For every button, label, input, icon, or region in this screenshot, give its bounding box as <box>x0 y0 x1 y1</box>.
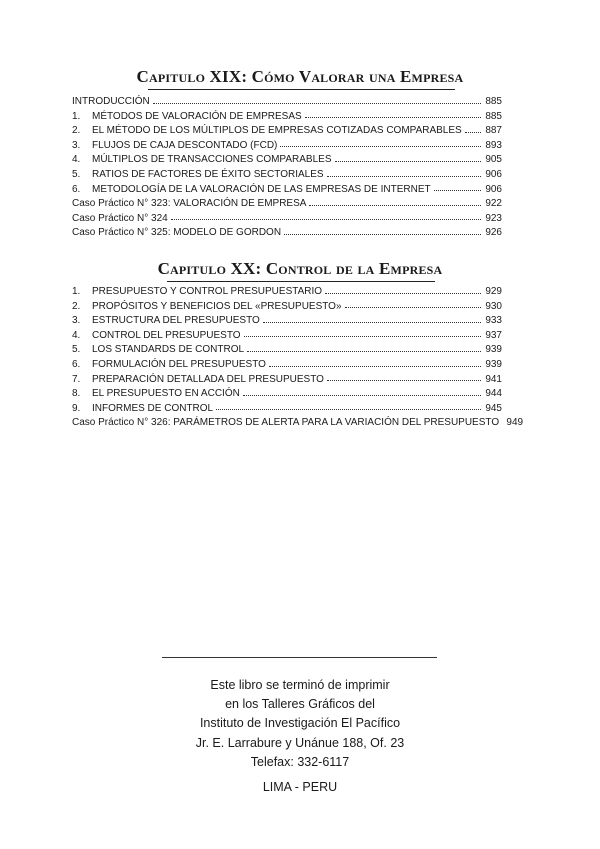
toc-entry-number: 9. <box>72 402 81 414</box>
toc-entry-number: 1. <box>72 286 81 297</box>
dot-leader <box>305 117 481 118</box>
toc-entry-label: CONTROL DEL PRESUPUESTO <box>92 329 241 341</box>
dot-leader <box>325 293 481 294</box>
toc-entry-number: 2. <box>72 300 81 312</box>
toc-entry-number: 6. <box>72 358 81 370</box>
toc-entry <box>72 402 502 417</box>
toc-entry <box>72 139 502 154</box>
toc-entry <box>72 285 502 300</box>
toc-entry-page: 887 <box>485 125 502 137</box>
toc-entry-page: 905 <box>485 154 502 166</box>
dot-leader <box>269 366 481 367</box>
table-of-contents <box>72 95 502 241</box>
toc-entry-label: PROPÓSITOS Y BENEFICIOS DEL «PRESUPUESTO» <box>92 300 342 312</box>
toc-entry-label: PREPARACIÓN DETALLADA DEL PRESUPUESTO <box>92 373 324 385</box>
toc-entry-page: 933 <box>485 315 502 327</box>
toc-entry-label: FORMULACIÓN DEL PRESUPUESTO <box>92 358 266 370</box>
toc-entry-number: 7. <box>72 373 81 385</box>
colophon-line: Telefax: 332-6117 <box>250 754 350 769</box>
toc-entry-page: 937 <box>485 329 502 341</box>
toc-entry <box>72 110 502 125</box>
toc-entry <box>72 387 502 402</box>
toc-entry-number: 4. <box>72 329 81 341</box>
toc-entry-page: 930 <box>485 300 502 312</box>
colophon-city: LIMA - PERU <box>262 780 338 795</box>
toc-entry-label: FLUJOS DE CAJA DESCONTADO (FCD) <box>92 139 278 151</box>
toc-entry-page: 945 <box>485 402 502 414</box>
dot-leader <box>309 205 481 206</box>
dot-leader <box>216 409 481 410</box>
toc-entry <box>72 183 502 198</box>
chapter-title-underline <box>148 89 455 90</box>
colophon-line: Jr. E. Larrabure y Unánue 188, Of. 23 <box>195 735 405 750</box>
toc-entry-page: 922 <box>485 198 502 210</box>
dot-leader <box>171 219 481 220</box>
toc-entry-label: INFORMES DE CONTROL <box>92 402 214 414</box>
toc-entry <box>72 300 502 315</box>
dot-leader <box>243 395 481 396</box>
dot-leader <box>465 132 481 133</box>
toc-entry <box>72 95 502 110</box>
toc-entry <box>72 212 502 227</box>
toc-entry-label: Caso Práctico N° 324 <box>72 212 168 224</box>
colophon-line: Instituto de Investigación El Pacífico <box>199 716 401 731</box>
toc-entry-page: 929 <box>485 286 502 297</box>
toc-entry <box>72 329 502 344</box>
toc-entry-label: MÚLTIPLOS DE TRANSACCIONES COMPARABLES <box>92 154 332 166</box>
colophon-line: Este libro se terminó de imprimir <box>210 678 390 692</box>
colophon <box>0 676 600 797</box>
colophon-line: en los Talleres Gráficos del <box>225 697 375 712</box>
toc-entry-page: 923 <box>485 212 502 224</box>
toc-entry <box>72 314 502 329</box>
dot-leader <box>434 190 481 191</box>
toc-entry <box>72 373 502 388</box>
dot-leader <box>280 146 481 147</box>
toc-entry-number: 3. <box>72 315 81 327</box>
toc-entry-number: 2. <box>72 125 81 137</box>
toc-entry-number: 6. <box>72 183 81 195</box>
toc-entry <box>72 358 502 373</box>
toc-entry-page: 939 <box>485 358 502 370</box>
toc-entry-label: LOS STANDARDS DE CONTROL <box>92 344 245 356</box>
table-of-contents <box>72 285 524 431</box>
chapter-title: Capitulo XX: Control de la Empresa <box>157 259 443 278</box>
toc-entry <box>72 226 502 241</box>
dot-leader <box>284 234 481 235</box>
toc-entry-number: 8. <box>72 388 81 400</box>
toc-entry-label: RATIOS DE FACTORES DE ÉXITO SECTORIALES <box>92 168 324 180</box>
toc-entry-number: 3. <box>72 139 81 151</box>
toc-entry-label: METODOLOGÍA DE LA VALORACIÓN DE LAS EMPRESAS DE INTERNET <box>92 183 431 195</box>
toc-entry-label: EL MÉTODO DE LOS MÚLTIPLOS DE EMPRESAS COTIZADAS COMPARABLES <box>92 125 462 137</box>
toc-entry-page: 906 <box>485 168 502 180</box>
colophon-divider <box>162 657 437 658</box>
toc-entry <box>72 153 502 168</box>
toc-entry-number: 5. <box>72 168 81 180</box>
dot-leader <box>327 380 481 381</box>
toc-entry-label: EL PRESUPUESTO EN ACCIÓN <box>92 388 240 400</box>
toc-entry-page: 939 <box>485 344 502 356</box>
dot-leader <box>263 322 481 323</box>
toc-entry-label: PRESUPUESTO Y CONTROL PRESUPUESTARIO <box>92 286 323 297</box>
toc-entry <box>72 343 502 358</box>
dot-leader <box>327 176 481 177</box>
toc-entry-page: 926 <box>485 227 502 239</box>
toc-entry-number: 5. <box>72 344 81 356</box>
chapter-title: Capitulo XIX: Cómo Valorar una Empresa <box>136 67 464 86</box>
toc-entry-label: INTRODUCCIÓN <box>72 96 150 107</box>
toc-entry <box>72 416 524 431</box>
toc-entry-page: 944 <box>485 388 502 400</box>
toc-entry-page: 906 <box>485 183 502 195</box>
toc-entry <box>72 124 502 139</box>
dot-leader <box>244 336 481 337</box>
toc-entry-label: MÉTODOS DE VALORACIÓN DE EMPRESAS <box>92 110 302 122</box>
toc-entry-number: 4. <box>72 154 81 166</box>
toc-entry-page: 941 <box>485 373 502 385</box>
toc-entry-page: 893 <box>485 139 502 151</box>
toc-entry-label: ESTRUCTURA DEL PRESUPUESTO <box>92 315 260 327</box>
dot-leader <box>153 103 481 104</box>
toc-entry-label: Caso Práctico N° 326: PARÁMETROS DE ALERTA PARA LA VARIACIÓN DEL PRESUPUESTO <box>72 417 500 429</box>
toc-entry <box>72 168 502 183</box>
toc-entry-page: 949 <box>506 417 524 429</box>
chapter-title-underline <box>167 281 435 282</box>
dot-leader <box>345 307 481 308</box>
toc-entry-label: Caso Práctico N° 323: VALORACIÓN DE EMPRESA <box>72 198 307 210</box>
toc-entry-page: 885 <box>485 96 502 107</box>
toc-entry-page: 885 <box>485 110 502 122</box>
dot-leader <box>247 351 481 352</box>
toc-entry-label: Caso Práctico N° 325: MODELO DE GORDON <box>72 227 282 239</box>
dot-leader <box>335 161 482 162</box>
toc-entry-number: 1. <box>72 110 81 122</box>
toc-entry <box>72 197 502 212</box>
